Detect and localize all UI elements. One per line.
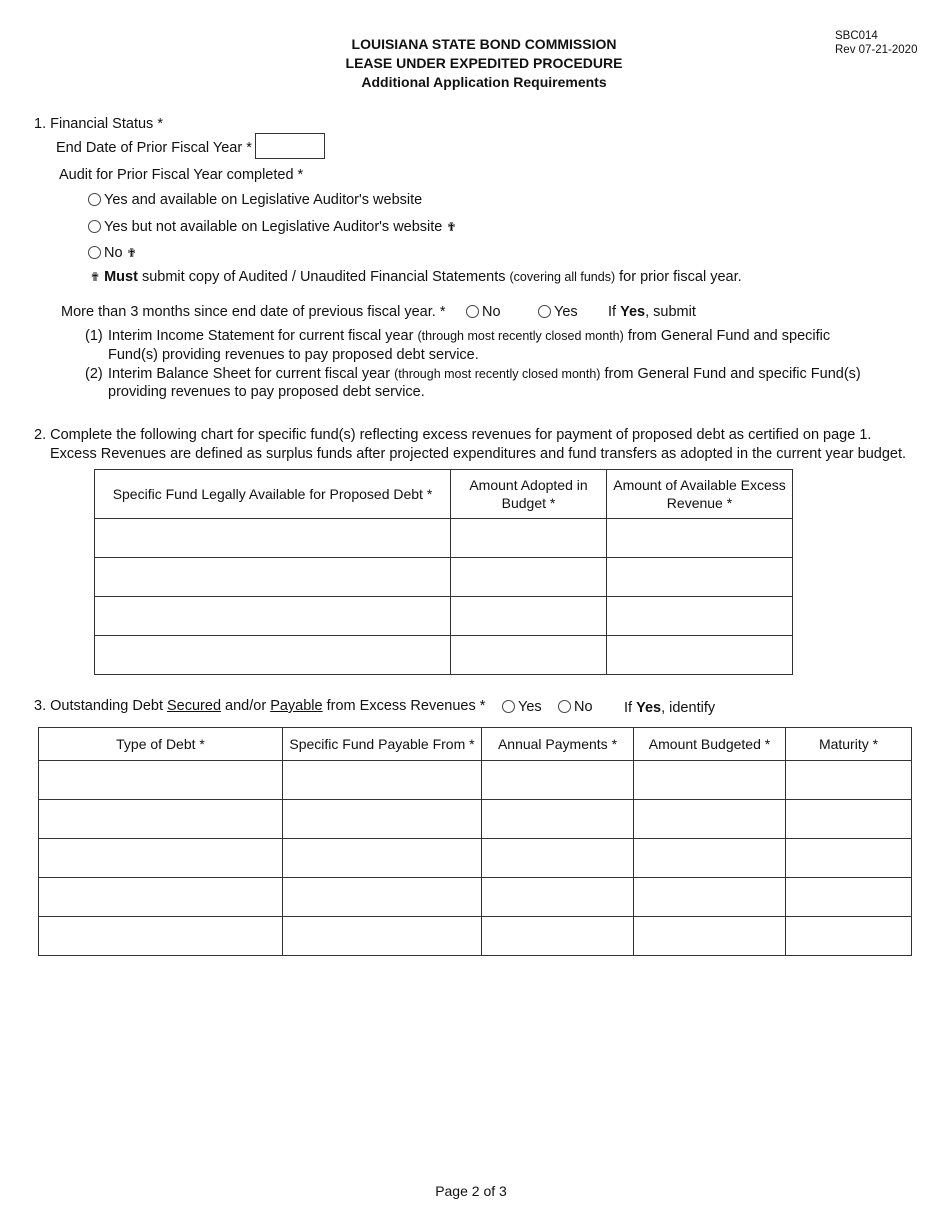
question-payable: Payable [270,698,323,714]
fund-name-field[interactable] [95,519,451,558]
budget-amount-field[interactable] [451,597,607,636]
table-row [39,839,912,878]
budget-amount-field[interactable] [451,558,607,597]
requirement-2-number: (2) [85,366,103,382]
audit-option-label: Yes and available on Legislative Auditor's website [104,192,423,208]
form-code: SBC014 [835,30,878,42]
section2-intro-line2: Excess Revenues are defined as surplus funds after projected expenditures and fund transfers as adopted in the current year budget. [50,446,907,462]
if-prefix: If [624,700,637,716]
requirement-1-number: (1) [85,328,103,344]
audit-yes-not-available-radio[interactable] [88,220,101,233]
fund-name-field[interactable] [95,636,451,675]
fund-name-field[interactable] [95,558,451,597]
requirement-text: from General Fund and specific [623,328,831,344]
amount-budgeted-field[interactable] [634,800,786,839]
requirement-small: (through most recently closed month) [394,367,601,381]
outstanding-debt-question [34,698,485,714]
column-header: Amount of Available Excess Revenue * [607,470,793,519]
end-date-label: End Date of Prior Fiscal Year * [56,140,252,156]
maturity-field[interactable] [786,761,912,800]
amount-budgeted-field[interactable] [634,761,786,800]
if-yes-bold: Yes [636,700,662,716]
excess-revenue-field[interactable] [607,597,793,636]
dagger-icon: ✟ [90,270,101,284]
annual-payments-field[interactable] [482,917,634,956]
fund-payable-field[interactable] [283,917,482,956]
debt-type-field[interactable] [39,839,283,878]
end-date-field[interactable] [255,133,325,159]
maturity-field[interactable] [786,800,912,839]
debt-yes-label: Yes [518,699,542,715]
note-small: (covering all funds) [509,270,616,284]
requirement-1-line2: Fund(s) providing revenues to pay proposed debt service. [108,347,479,363]
months-question: More than 3 months since end date of previous fiscal year. * [61,304,446,320]
requirement-text: from General Fund and specific Fund(s) [600,366,861,382]
audit-no-radio[interactable] [88,246,101,259]
table-row [39,761,912,800]
audit-option-label: Yes but not available on Legislative Auditor's website [104,219,443,235]
note-must: Must [104,269,138,285]
excess-revenue-field[interactable] [607,519,793,558]
fund-payable-field[interactable] [283,839,482,878]
budget-amount-field[interactable] [451,519,607,558]
annual-payments-field[interactable] [482,839,634,878]
debt-no-radio[interactable] [558,700,571,713]
if-yes-bold: Yes [620,304,646,320]
excess-revenue-table [94,469,793,675]
debt-if-yes-note [624,700,715,716]
debt-yes-radio[interactable] [502,700,515,713]
header-section-title: Additional Application Requirements [361,74,607,90]
form-revision: Rev 07-21-2020 [835,44,918,56]
months-yes-option[interactable] [538,304,578,320]
amount-budgeted-field[interactable] [634,878,786,917]
audit-option-yes-not-available[interactable] [88,219,456,235]
table-header-row [39,728,912,761]
debt-type-field[interactable] [39,800,283,839]
debt-type-field[interactable] [39,917,283,956]
financial-statements-note [90,269,742,285]
annual-payments-field[interactable] [482,761,634,800]
if-prefix: If [608,304,621,320]
form-header [0,35,950,92]
question-text: from Excess Revenues * [322,698,486,714]
header-subtitle: LEASE UNDER EXPEDITED PROCEDURE [345,55,623,71]
requirement-text: Interim Income Statement for current fiscal year [108,328,418,344]
if-suffix: , identify [661,700,716,716]
debt-type-field[interactable] [39,761,283,800]
annual-payments-field[interactable] [482,878,634,917]
excess-revenue-field[interactable] [607,558,793,597]
column-header: Amount Adopted in Budget * [451,470,607,519]
column-header: Specific Fund Legally Available for Proposed Debt * [95,470,451,519]
maturity-field[interactable] [786,917,912,956]
table-row [95,597,793,636]
months-no-label: No [482,304,501,320]
table-row [95,519,793,558]
debt-no-option[interactable] [558,699,593,715]
excess-revenue-field[interactable] [607,636,793,675]
outstanding-debt-table [38,727,912,956]
months-yes-radio[interactable] [538,305,551,318]
table-row [95,558,793,597]
fund-payable-field[interactable] [283,878,482,917]
fund-name-field[interactable] [95,597,451,636]
audit-yes-available-radio[interactable] [88,193,101,206]
table-row [39,878,912,917]
note-text: submit copy of Audited / Unaudited Financial Statements [137,269,510,285]
audit-option-label: No [104,245,123,261]
annual-payments-field[interactable] [482,800,634,839]
if-suffix: , submit [645,304,696,320]
table-row [39,800,912,839]
column-header: Amount Budgeted * [634,728,786,761]
requirement-text: Interim Balance Sheet for current fiscal year [108,366,395,382]
requirement-2-line1 [108,366,861,382]
column-header: Annual Payments * [482,728,634,761]
header-title: LOUISIANA STATE BOND COMMISSION [351,36,617,52]
months-no-radio[interactable] [466,305,479,318]
debt-yes-option[interactable] [502,699,542,715]
fund-payable-field[interactable] [283,761,482,800]
maturity-field[interactable] [786,839,912,878]
fund-payable-field[interactable] [283,800,482,839]
note-end: for prior fiscal year. [615,269,742,285]
question-text: and/or [221,698,271,714]
budget-amount-field[interactable] [451,636,607,675]
requirement-small: (through most recently closed month) [417,329,624,343]
question-text: 3. Outstanding Debt [34,698,167,714]
page-number: Page 2 of 3 [435,1183,507,1199]
months-if-yes-note [608,304,696,320]
table-row [95,636,793,675]
dagger-icon: ✟ [126,246,137,260]
table-row [39,917,912,956]
financial-status-heading: 1. Financial Status * [34,116,163,132]
maturity-field[interactable] [786,878,912,917]
requirement-2-line2: providing revenues to pay proposed debt service. [108,384,425,400]
table-header-row [95,470,793,519]
requirement-1-line1 [108,328,830,344]
audit-option-no[interactable] [88,245,137,261]
column-header: Maturity * [786,728,912,761]
audit-option-yes-available[interactable] [88,192,422,208]
debt-no-label: No [574,699,593,715]
amount-budgeted-field[interactable] [634,917,786,956]
column-header: Specific Fund Payable From * [283,728,482,761]
amount-budgeted-field[interactable] [634,839,786,878]
months-no-option[interactable] [466,304,501,320]
dagger-icon: ✟ [446,220,457,234]
section2-intro-line1: 2. Complete the following chart for specific fund(s) reflecting excess revenues for payment of proposed debt as certified on page 1. [34,427,872,443]
form-id [835,29,917,57]
months-yes-label: Yes [554,304,578,320]
question-secured: Secured [167,698,222,714]
debt-type-field[interactable] [39,878,283,917]
audit-label: Audit for Prior Fiscal Year completed * [59,167,304,183]
column-header: Type of Debt * [39,728,283,761]
